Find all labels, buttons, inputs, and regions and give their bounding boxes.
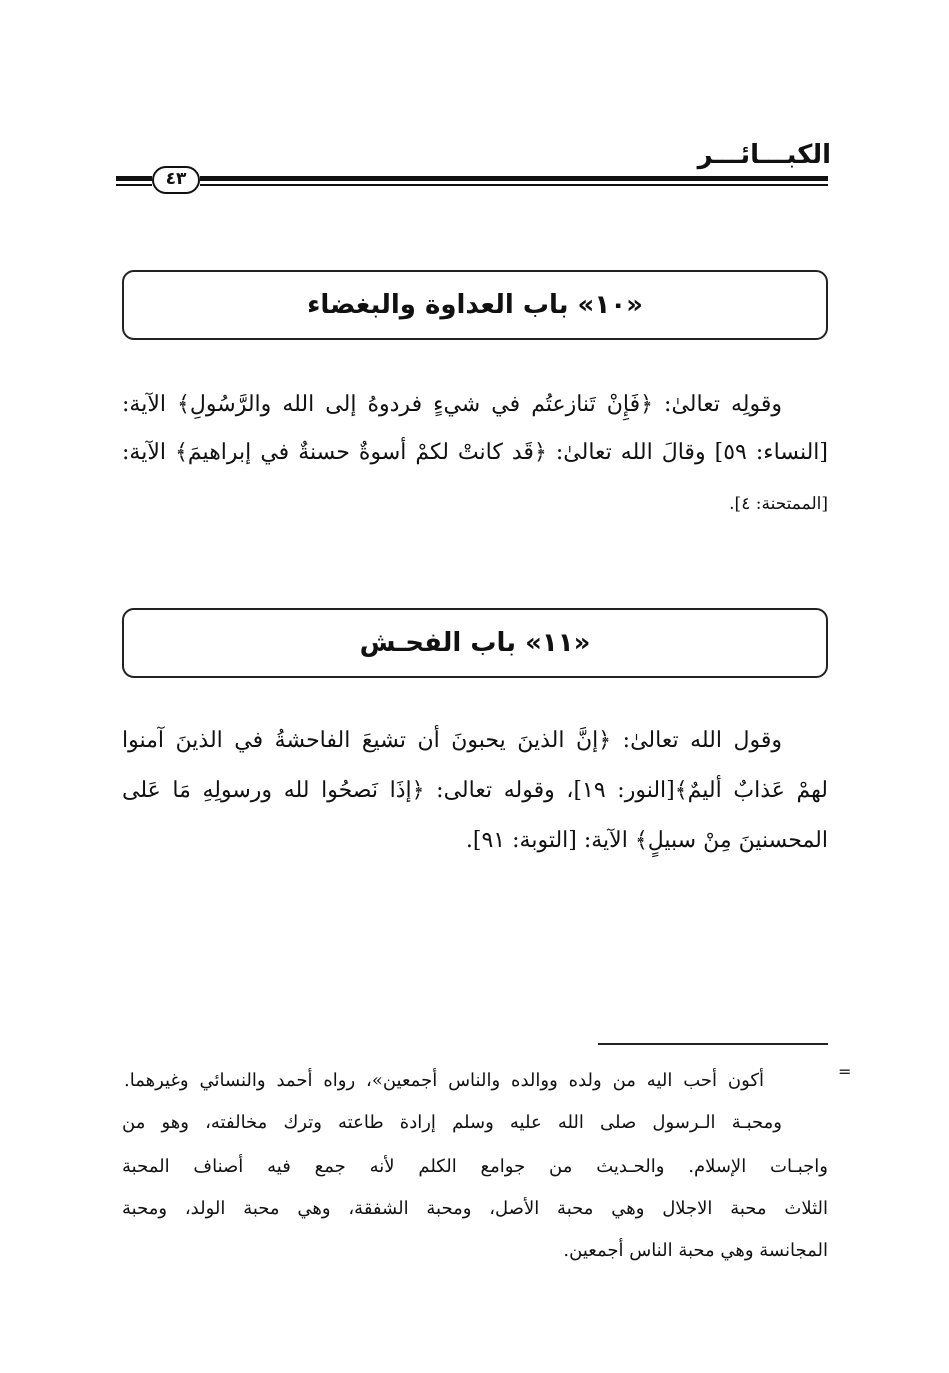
running-title: الكبـــائـــر <box>697 140 831 170</box>
header-rule-left <box>116 176 152 181</box>
footnote-line-1: أكون أحب اليه من ولده ووالده والناس أجمعين»، رواه أحمد والنسائي وغيرهما. <box>124 1070 764 1091</box>
header-rule <box>200 176 828 181</box>
chapter-11-line-3: المحسنينَ مِنْ سبيلٍ﴾ الآية: [التوبة: ٩١]. <box>465 828 828 853</box>
footnote-line-3: واجبـات الإسلام. والحـديث من جوامع الكلم لأنه جمع فيه أصناف المحبة <box>122 1156 828 1177</box>
chapter-10-heading-box <box>122 270 828 340</box>
footnote-separator <box>598 1043 828 1045</box>
chapter-10-line-1: وقولِه تعالىٰ: ﴿فَإِنْ تَنازعتُم في شيءٍ فردوهُ إلى الله والرَّسُولِ﴾ الآية: <box>122 392 782 417</box>
chapter-10-line-3: [الممتحنة: ٤]. <box>729 494 828 514</box>
footnote-line-5: المجانسة وهي محبة الناس أجمعين. <box>563 1240 828 1261</box>
chapter-11-line-2: لهمْ عَذابٌ أليمٌ﴾[النور: ١٩]، وقوله تعالى: ﴿إذَا نَصحُوا لله ورسولِهِ مَا عَلى <box>122 778 828 803</box>
header-rule-left-thin <box>116 184 152 186</box>
chapter-11-title: «١١» باب الفحـش <box>359 628 591 658</box>
footnote-continuation-mark: = <box>838 1062 852 1081</box>
chapter-10-line-2: [النساء: ٥٩] وقالَ الله تعالىٰ: ﴿قَد كانتْ لكمْ أسوةٌ حسنةٌ في إبراهيمَ﴾ الآية: <box>122 440 828 465</box>
page-number: ٤٣ <box>152 166 200 194</box>
chapter-11-heading-box <box>122 608 828 678</box>
footnote-line-4: الثلاث محبة الاجلال وهي محبة الأصل، ومحبة الشفقة، وهي محبة الولد، ومحبة <box>122 1198 828 1219</box>
chapter-10-title: «١٠» باب العداوة والبغضاء <box>307 290 643 320</box>
header-rule-thin <box>200 184 828 186</box>
footnote-line-2: ومحبـة الـرسول صلى الله عليه وسلم إرادة طاعته وترك مخالفته، وهو من <box>122 1112 782 1133</box>
chapter-11-line-1: وقول الله تعالىٰ: ﴿إنَّ الذينَ يحبونَ أن تشيعَ الفاحشةُ في الذينَ آمنوا <box>122 728 782 753</box>
